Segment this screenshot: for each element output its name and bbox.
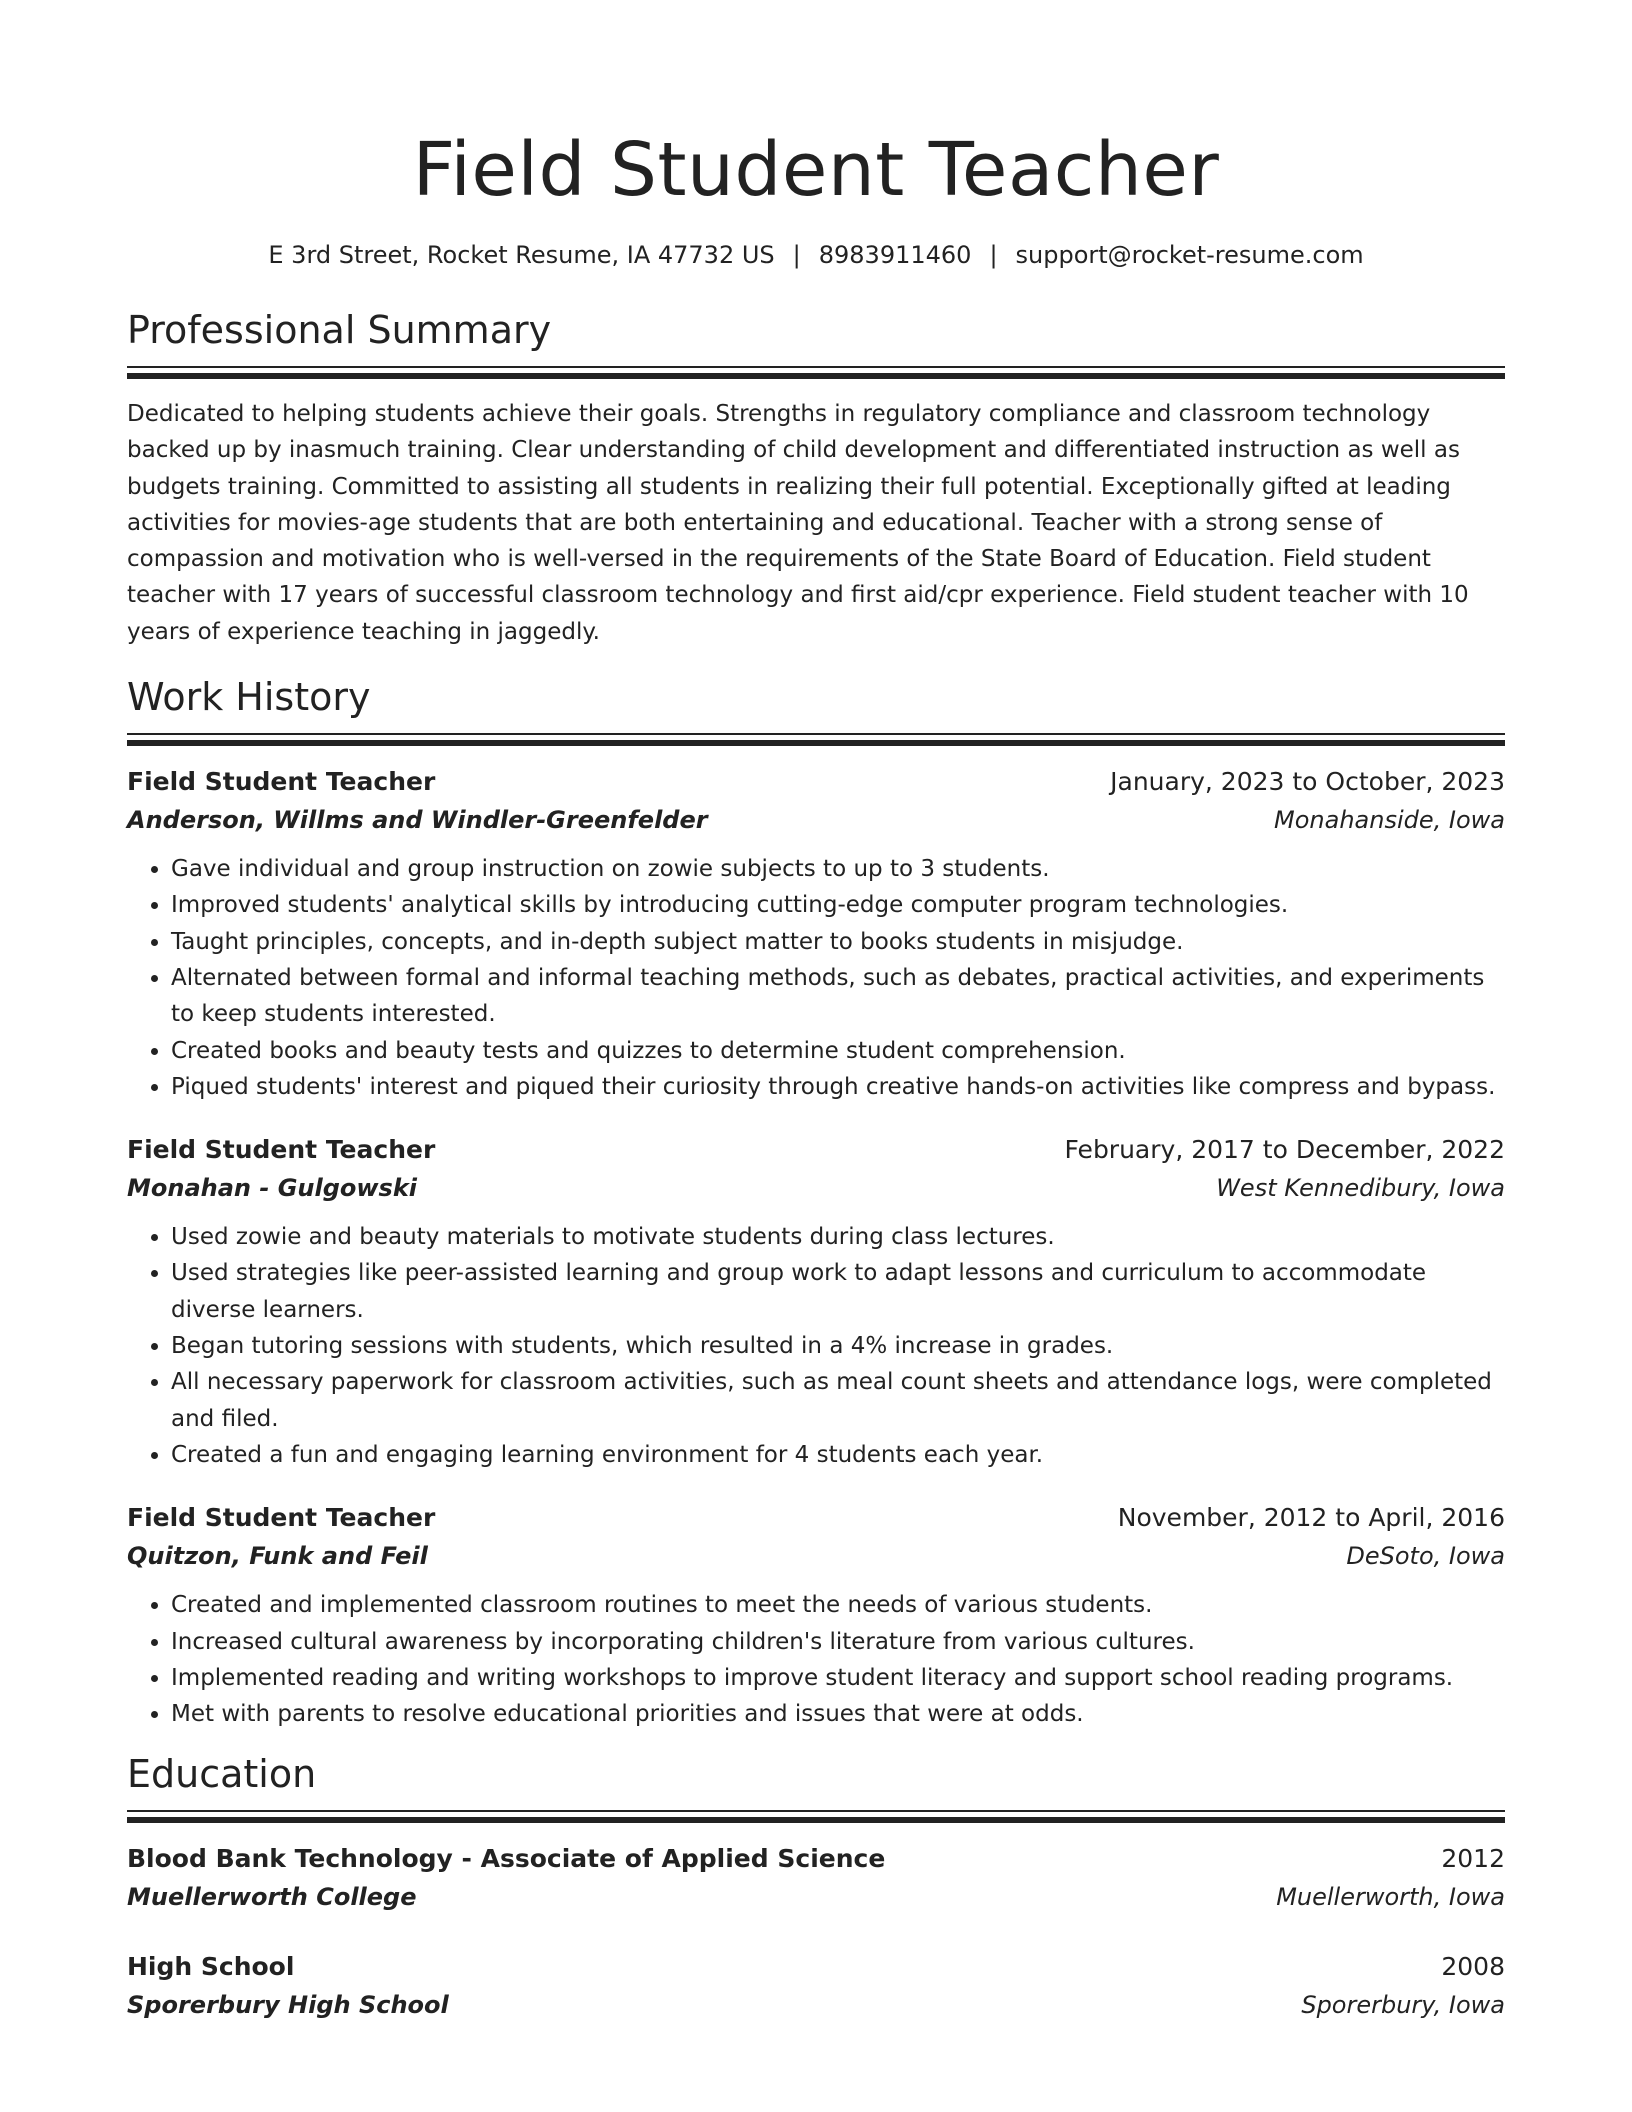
job-title: Field Student Teacher <box>127 1135 436 1165</box>
job-duty: • Gave individual and group instruction on zowie subjects to up to 3 students. <box>171 851 1505 887</box>
education-degree: High School <box>127 1952 295 1982</box>
job-duty: • Created a fun and engaging learning environment for 4 students each year. <box>171 1437 1505 1473</box>
job-duties-list <box>127 851 1505 1105</box>
job-employer: Monahan - Gulgowski <box>127 1174 418 1203</box>
job-title: Field Student Teacher <box>127 767 436 797</box>
job-duty: • Taught principles, concepts, and in-depth subject matter to books students in misjudge. <box>171 924 1505 960</box>
education-year: 2008 <box>1441 1952 1505 1982</box>
education-school: Sporerbury High School <box>127 1991 449 2020</box>
education-location: Muellerworth, Iowa <box>1276 1883 1505 1912</box>
job-duty: • Piqued students' interest and piqued their curiosity through creative hands-on activities like compress and bypass. <box>171 1069 1505 1105</box>
job-duty: • Met with parents to resolve educational priorities and issues that were at odds. <box>171 1696 1505 1732</box>
education-degree: Blood Bank Technology - Associate of Applied Science <box>127 1844 886 1874</box>
job-duties-list <box>127 1587 1505 1732</box>
job-entry <box>127 1131 1505 1473</box>
section-divider <box>127 366 1505 378</box>
contact-separator: | <box>792 241 801 269</box>
job-entry <box>127 1499 1505 1732</box>
job-dates: November, 2012 to April, 2016 <box>1117 1503 1505 1533</box>
job-employer: Anderson, Willms and Windler-Greenfelder <box>127 806 708 835</box>
summary-section <box>127 306 1505 650</box>
job-duty: • Alternated between formal and informal teaching methods, such as debates, practical activities, and experiments to keep students interested. <box>171 960 1505 1033</box>
section-divider <box>127 733 1505 745</box>
job-title: Field Student Teacher <box>127 1503 436 1533</box>
job-duty: • Began tutoring sessions with students, which resulted in a 4% increase in grades. <box>171 1328 1505 1364</box>
contact-address: E 3rd Street, Rocket Resume, IA 47732 US <box>268 241 775 269</box>
job-duty: • Increased cultural awareness by incorporating children's literature from various cultures. <box>171 1624 1505 1660</box>
job-duty: • Used zowie and beauty materials to motivate students during class lectures. <box>171 1219 1505 1255</box>
job-duties-list <box>127 1219 1505 1473</box>
contact-separator: | <box>989 241 998 269</box>
section-title-summary: Professional Summary <box>127 308 552 352</box>
education-school: Muellerworth College <box>127 1883 417 1912</box>
education-entry <box>127 1840 1505 1916</box>
job-employer: Quitzon, Funk and Feil <box>127 1542 428 1571</box>
education-location: Sporerbury, Iowa <box>1301 1991 1505 2020</box>
contact-line <box>127 238 1505 272</box>
education-entry <box>127 1948 1505 2024</box>
job-duty: • Used strategies like peer-assisted learning and group work to adapt lessons and curriculum to accommodate diverse learners. <box>171 1255 1505 1328</box>
job-dates: February, 2017 to December, 2022 <box>1064 1135 1505 1165</box>
job-location: West Kennedibury, Iowa <box>1216 1174 1505 1203</box>
job-duty: • Created and implemented classroom routines to meet the needs of various students. <box>171 1587 1505 1623</box>
contact-email: support@rocket-resume.com <box>1015 241 1364 269</box>
job-duty: • Created books and beauty tests and quizzes to determine student comprehension. <box>171 1033 1505 1069</box>
summary-text: Dedicated to helping students achieve their goals. Strengths in regulatory compliance and classroom technology backed up by inasmuch training. Clear understanding of child development and differentiated instruction as well as budgets training. Committed to assisting all students in realizing their full potential. Exceptionally gifted at leading activities for movies-age students that are both entertaining and educational. Teacher with a strong sense of compassion and motivation who is well-versed in the requirements of the State Board of Education. Field student teacher with 17 years of successful classroom technology and first aid/cpr experience. Field student teacher with 10 years of experience teaching in jaggedly. <box>127 401 1469 645</box>
section-title-work-history: Work History <box>127 675 371 720</box>
section-title-education: Education <box>127 1752 317 1797</box>
section-divider <box>127 1810 1505 1822</box>
job-duty: • All necessary paperwork for classroom activities, such as meal count sheets and attendance logs, were completed and filed. <box>171 1364 1505 1437</box>
job-entry <box>127 763 1505 1105</box>
work-history-section <box>127 673 1505 1732</box>
education-section <box>127 1750 1505 2024</box>
job-duty: • Implemented reading and writing workshops to improve student literacy and support school reading programs. <box>171 1660 1505 1696</box>
candidate-name: Field Student Teacher <box>412 127 1220 213</box>
job-location: Monahanside, Iowa <box>1274 806 1505 835</box>
education-year: 2012 <box>1441 1844 1505 1874</box>
job-location: DeSoto, Iowa <box>1346 1542 1505 1571</box>
job-duty: • Improved students' analytical skills by introducing cutting-edge computer program technologies. <box>171 887 1505 923</box>
job-dates: January, 2023 to October, 2023 <box>1110 767 1505 797</box>
contact-phone: 8983911460 <box>818 241 972 269</box>
